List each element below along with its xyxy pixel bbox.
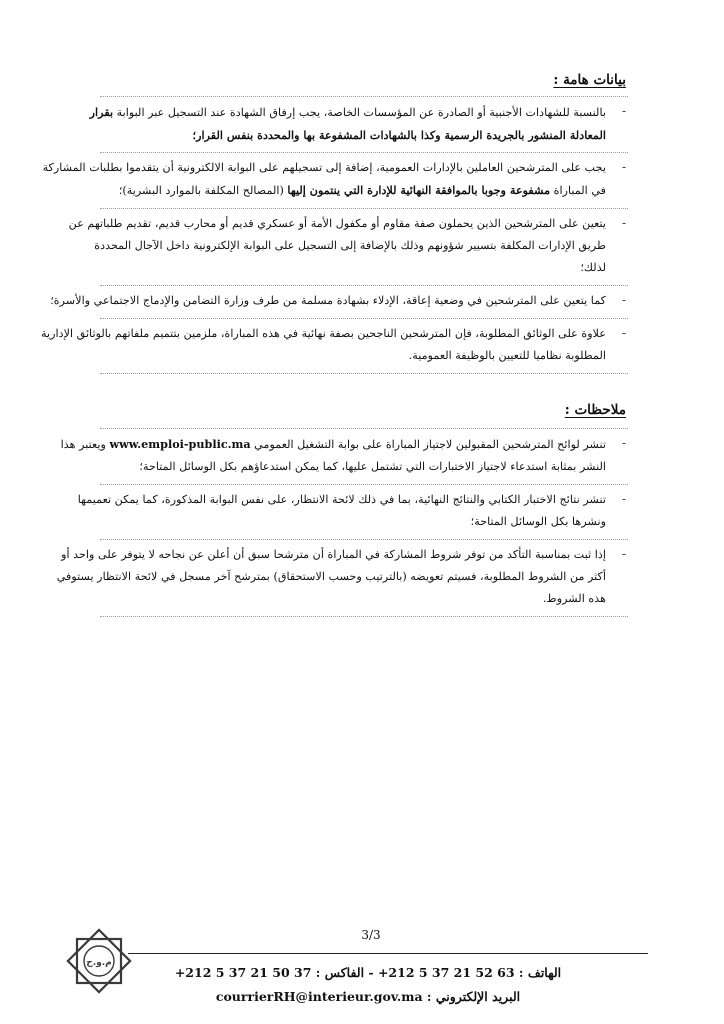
important-list — [40, 96, 628, 374]
bullet: - — [621, 216, 626, 230]
fax-number: +212 5 37 21 50 37 — [174, 965, 312, 980]
portal-url: www.emploi-public.ma — [109, 437, 251, 451]
logo-text: م.و.ح — [86, 958, 112, 968]
section-heading-notes: ملاحظات : — [564, 402, 626, 418]
list-item: - علاوة على الوثائق المطلوبة، فإن المترشحين الناجحين بصفة نهائية في هذه المباراة، ملزمين بتتميم ملفاتهم بالوثائق الإدارية المطلوبة نظاميا للتعيين بالوظيفة العمومية. — [100, 318, 628, 374]
list-item: - تنشر لوائح المترشحين المقبولين لاجتياز المباراة على بوابة التشغيل العمومي www.emploi-public.ma ويعتبر هذا النشر بمثابة استدعاء لاجتياز الاختبارات التي تشتمل عليها، كما يمكن استدعاؤهم بكل الوسائل المتاحة؛ — [100, 428, 628, 484]
email-address: courrierRH@interieur.gov.ma — [215, 989, 423, 1004]
section-heading-important: بيانات هامة : — [553, 72, 626, 88]
bullet: - — [621, 492, 626, 506]
bullet: - — [621, 293, 626, 307]
footer-email: البريد الإلكتروني : courrierRH@interieur.gov.ma — [215, 989, 521, 1004]
list-item: - يتعين على المترشحين الذين يحملون صفة مقاوم أو مكفول الأمة أو عسكري قديم أو محارب قديم، تقديم طلباتهم عن طريق الإدارات المكلفة بتسيير شؤونهم وذلك بالإضافة إلى التسجيل على البوابة الإلكترونية داخل الآجال المحددة لذلك؛ — [100, 208, 628, 285]
list-item: - كما يتعين على المترشحين في وضعية إعاقة، الإدلاء بشهادة مسلمة من طرف وزارة التضامن والإدماج الاجتماعي والأسرة؛ — [100, 285, 628, 318]
list-item: - إذا ثبت بمناسبة التأكد من توفر شروط المشاركة في المباراة أن مترشحا سبق أن أعلن عن نجاحه لا يتوفر على واحد أو أكثر من الشروط المطلوبة، فسيتم تعويضه (بالترتيب وحسب الاستحقاق) بمترشح آخر مسجل في لائحة الانتظار يستوفي هذه الشروط. — [100, 539, 628, 617]
bullet: - — [621, 547, 626, 561]
bullet: - — [621, 160, 626, 174]
ministry-logo — [62, 924, 136, 998]
bullet: - — [621, 436, 626, 450]
footer-contact: الهاتف : +212 5 37 21 52 63 - الفاكس : +212 5 37 21 50 37 — [174, 965, 562, 980]
phone-number: +212 5 37 21 52 63 — [377, 965, 515, 980]
notes-list — [56, 428, 628, 617]
list-item: - يجب على المترشحين العاملين بالإدارات العمومية، إضافة إلى تسجيلهم على البوابة الالكترونية أن يتقدموا بطلبات المشاركة في المباراة مشفوعة وجوبا بالموافقة النهائية للإدارة التي ينتمون إليها (المصالح المكلفة بالموارد البشرية)؛ — [100, 152, 628, 208]
bullet: - — [621, 104, 626, 118]
list-item: - تنشر نتائج الاختبار الكتابي والنتائج النهائية، بما في ذلك لائحة الانتظار، على نفس البوابة المذكورة، كما يمكن تعميمها ونشرها بكل الوسائل المتاحة؛ — [100, 484, 628, 539]
footer-divider — [128, 953, 648, 954]
bullet: - — [621, 326, 626, 340]
page-number: 3/3 — [361, 928, 381, 942]
list-item: - بالنسبة للشهادات الأجنبية أو الصادرة عن المؤسسات الخاصة، يجب إرفاق الشهادة عند التسجيل عبر البوابة بقرار المعادلة المنشور بالجريدة الرسمية وكذا بالشهادات المشفوعة بها والمحددة بنفس القرار؛ — [100, 96, 628, 152]
